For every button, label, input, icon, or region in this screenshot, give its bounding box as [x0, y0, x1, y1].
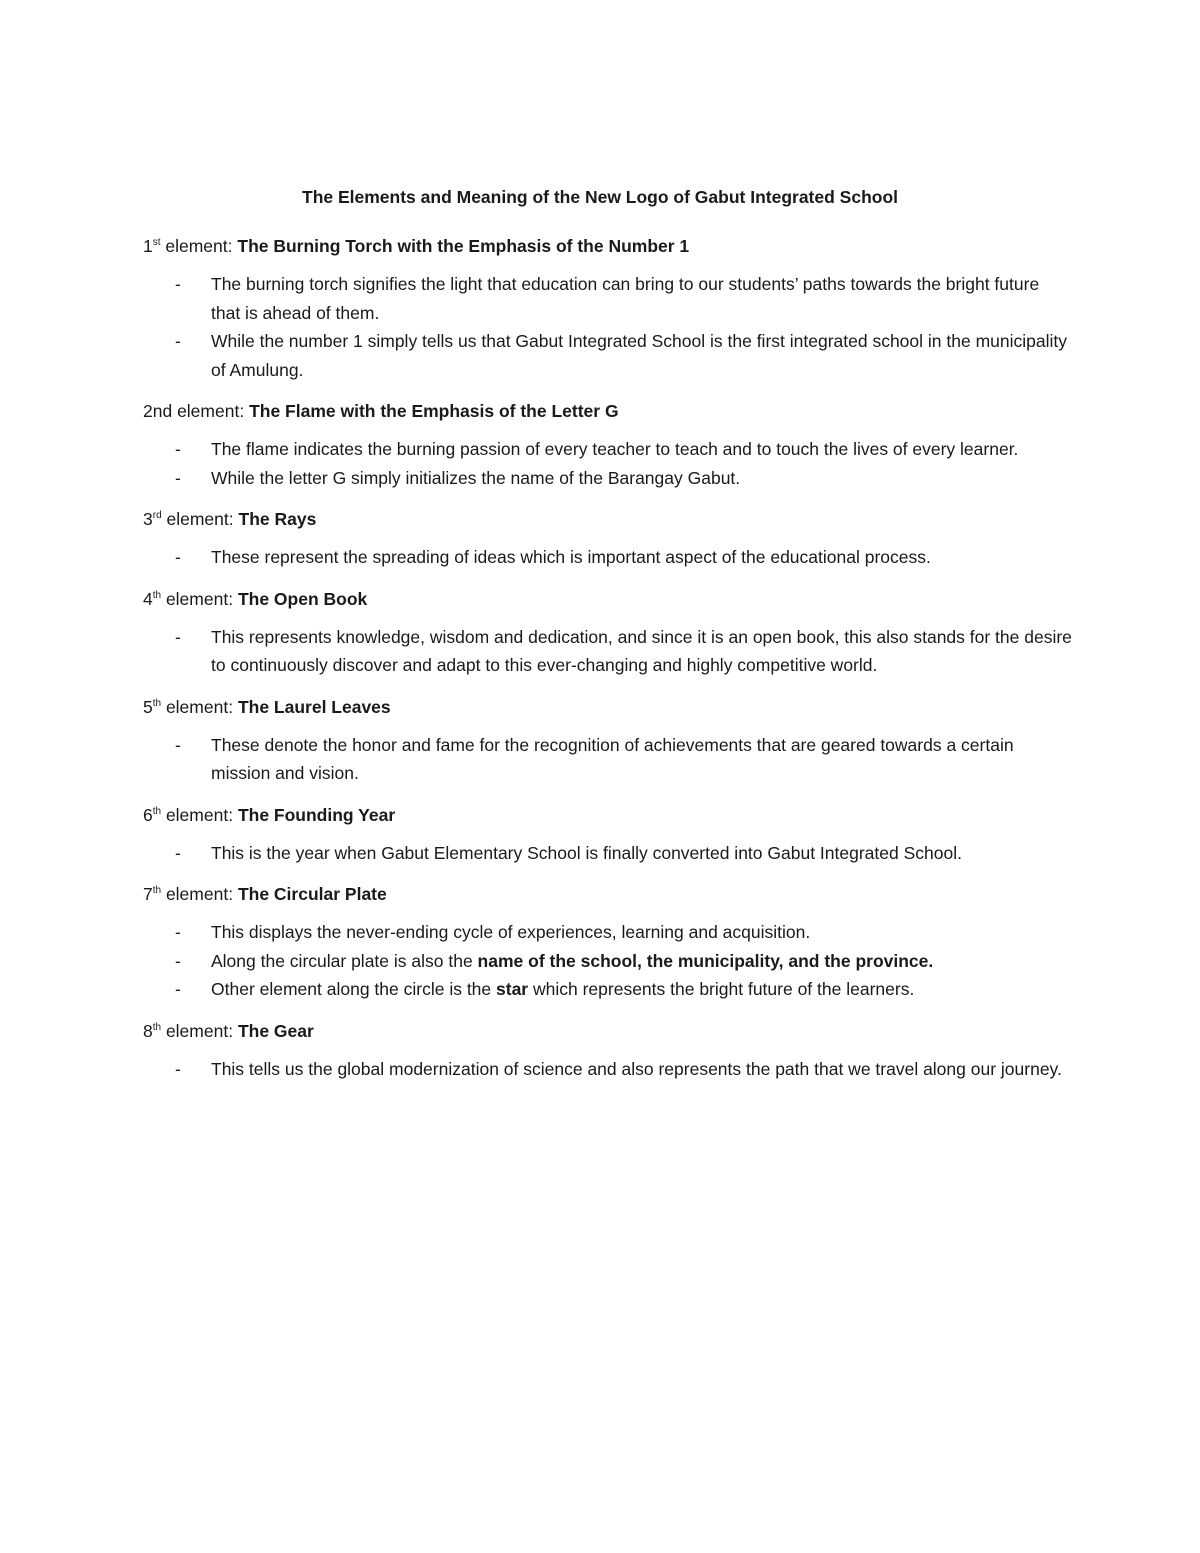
- element-name: The Open Book: [237, 588, 368, 609]
- bullet-dash: -: [175, 950, 181, 971]
- document-body: [143, 232, 1073, 1096]
- bullet-list: [143, 839, 1073, 868]
- list-item: [143, 623, 1073, 680]
- bullet-list: [143, 1055, 1073, 1084]
- element-heading: [143, 585, 1073, 613]
- list-item: [143, 975, 1073, 1004]
- item-text: This is the year when Gabut Elementary School is finally converted into Gabut Integrated School.: [211, 842, 962, 863]
- bullet-list: [143, 270, 1073, 384]
- bullet-list: [143, 435, 1073, 492]
- item-text: This displays the never-ending cycle of experiences, learning and acquisition.: [211, 922, 811, 942]
- list-item: [143, 327, 1073, 384]
- element-heading: [143, 801, 1073, 829]
- item-text: These represent the spreading of ideas which is important aspect of the educational process.: [211, 547, 931, 567]
- bullet-dash: -: [175, 626, 181, 647]
- bullet-dash: -: [175, 331, 181, 351]
- element-name: The Rays: [238, 509, 317, 529]
- bullet-list: [143, 731, 1073, 788]
- element-section: [143, 693, 1073, 788]
- list-item: [143, 839, 1073, 868]
- element-label: element:: [160, 236, 238, 256]
- element-name: The Founding Year: [237, 804, 396, 825]
- element-section: [143, 880, 1073, 1004]
- bullet-dash: -: [175, 979, 181, 999]
- element-heading: [143, 505, 1073, 533]
- bullet-dash: -: [175, 922, 181, 942]
- bullet-dash: -: [175, 1058, 181, 1079]
- element-section: [143, 585, 1073, 680]
- ordinal-suffix: th: [152, 697, 162, 709]
- element-label: element:: [161, 1020, 238, 1041]
- bullet-list: [143, 918, 1073, 1004]
- element-heading: [143, 397, 1073, 425]
- element-number: 5: [143, 696, 153, 717]
- element-name: The Laurel Leaves: [237, 696, 391, 717]
- element-name: The Circular Plate: [237, 884, 387, 904]
- item-text: This represents knowledge, wisdom and dedication, and since it is an open book, this also stands for the desire to continuously discover and adapt to this ever-changing and highly competitive world.: [211, 626, 1072, 675]
- bullet-list: [143, 543, 1073, 572]
- ordinal-suffix: th: [152, 885, 162, 896]
- ordinal-suffix: rd: [152, 510, 162, 521]
- element-label: element:: [161, 804, 238, 825]
- element-number: 7: [143, 884, 153, 904]
- item-text: While the letter G simply initializes the name of the Barangay Gabut.: [211, 467, 741, 488]
- element-number: 2nd: [143, 401, 173, 421]
- item-text: The flame indicates the burning passion of every teacher to teach and to touch the lives of every learner.: [211, 439, 1019, 459]
- element-name: The Gear: [237, 1020, 314, 1041]
- item-text: This tells us the global modernization of science and also represents the path that we travel along our journey.: [211, 1058, 1062, 1079]
- element-number: 6: [143, 804, 153, 825]
- element-heading: [143, 232, 1073, 260]
- item-text: which represents the bright future of the learners.: [528, 979, 915, 999]
- element-label: element:: [161, 696, 238, 717]
- bullet-dash: -: [175, 547, 181, 567]
- element-section: [143, 1017, 1073, 1084]
- list-item: [143, 1055, 1073, 1084]
- element-name: The Burning Torch with the Emphasis of the Number 1: [237, 236, 690, 256]
- bullet-dash: -: [175, 842, 181, 863]
- item-text: Along the circular plate is also the: [211, 950, 478, 971]
- bullet-dash: -: [175, 734, 181, 755]
- ordinal-suffix: st: [152, 237, 161, 248]
- ordinal-suffix: th: [152, 589, 162, 601]
- item-text: While the number 1 simply tells us that Gabut Integrated School is the first integrated school in the municipality of Amulung.: [211, 331, 1067, 380]
- element-label: element:: [161, 509, 239, 529]
- element-label: element:: [161, 884, 238, 904]
- list-item: [143, 731, 1073, 788]
- item-text: Other element along the circle is the: [211, 979, 497, 999]
- element-label: element:: [172, 401, 250, 421]
- bullet-dash: -: [175, 467, 181, 488]
- bold-text: star: [496, 979, 529, 999]
- element-section: [143, 505, 1073, 572]
- element-number: 1: [143, 236, 153, 256]
- ordinal-suffix: th: [152, 805, 162, 817]
- item-text: These denote the honor and fame for the recognition of achievements that are geared towards a certain mission and vision.: [211, 734, 1014, 783]
- list-item: [143, 543, 1073, 572]
- bullet-list: [143, 623, 1073, 680]
- list-item: [143, 270, 1073, 327]
- element-number: 4: [143, 588, 153, 609]
- item-text: The burning torch signifies the light that education can bring to our students’ paths towards the bright future that is ahead of them.: [211, 274, 1040, 323]
- element-heading: [143, 1017, 1073, 1045]
- element-name: The Flame with the Emphasis of the Letter G: [249, 401, 619, 421]
- element-section: [143, 397, 1073, 492]
- element-section: [143, 232, 1073, 384]
- ordinal-suffix: th: [152, 1021, 162, 1033]
- bullet-dash: -: [175, 274, 181, 294]
- element-number: 3: [143, 509, 153, 529]
- element-heading: [143, 880, 1073, 908]
- element-number: 8: [143, 1020, 153, 1041]
- list-item: [143, 435, 1073, 464]
- list-item: [143, 947, 1073, 976]
- list-item: [143, 918, 1073, 947]
- element-section: [143, 801, 1073, 868]
- list-item: [143, 464, 1073, 493]
- bullet-dash: -: [175, 439, 181, 459]
- document-title: The Elements and Meaning of the New Logo of Gabut Integrated School: [302, 187, 898, 207]
- element-label: element:: [161, 588, 238, 609]
- bold-text: name of the school, the municipality, and the province.: [477, 950, 934, 971]
- element-heading: [143, 693, 1073, 721]
